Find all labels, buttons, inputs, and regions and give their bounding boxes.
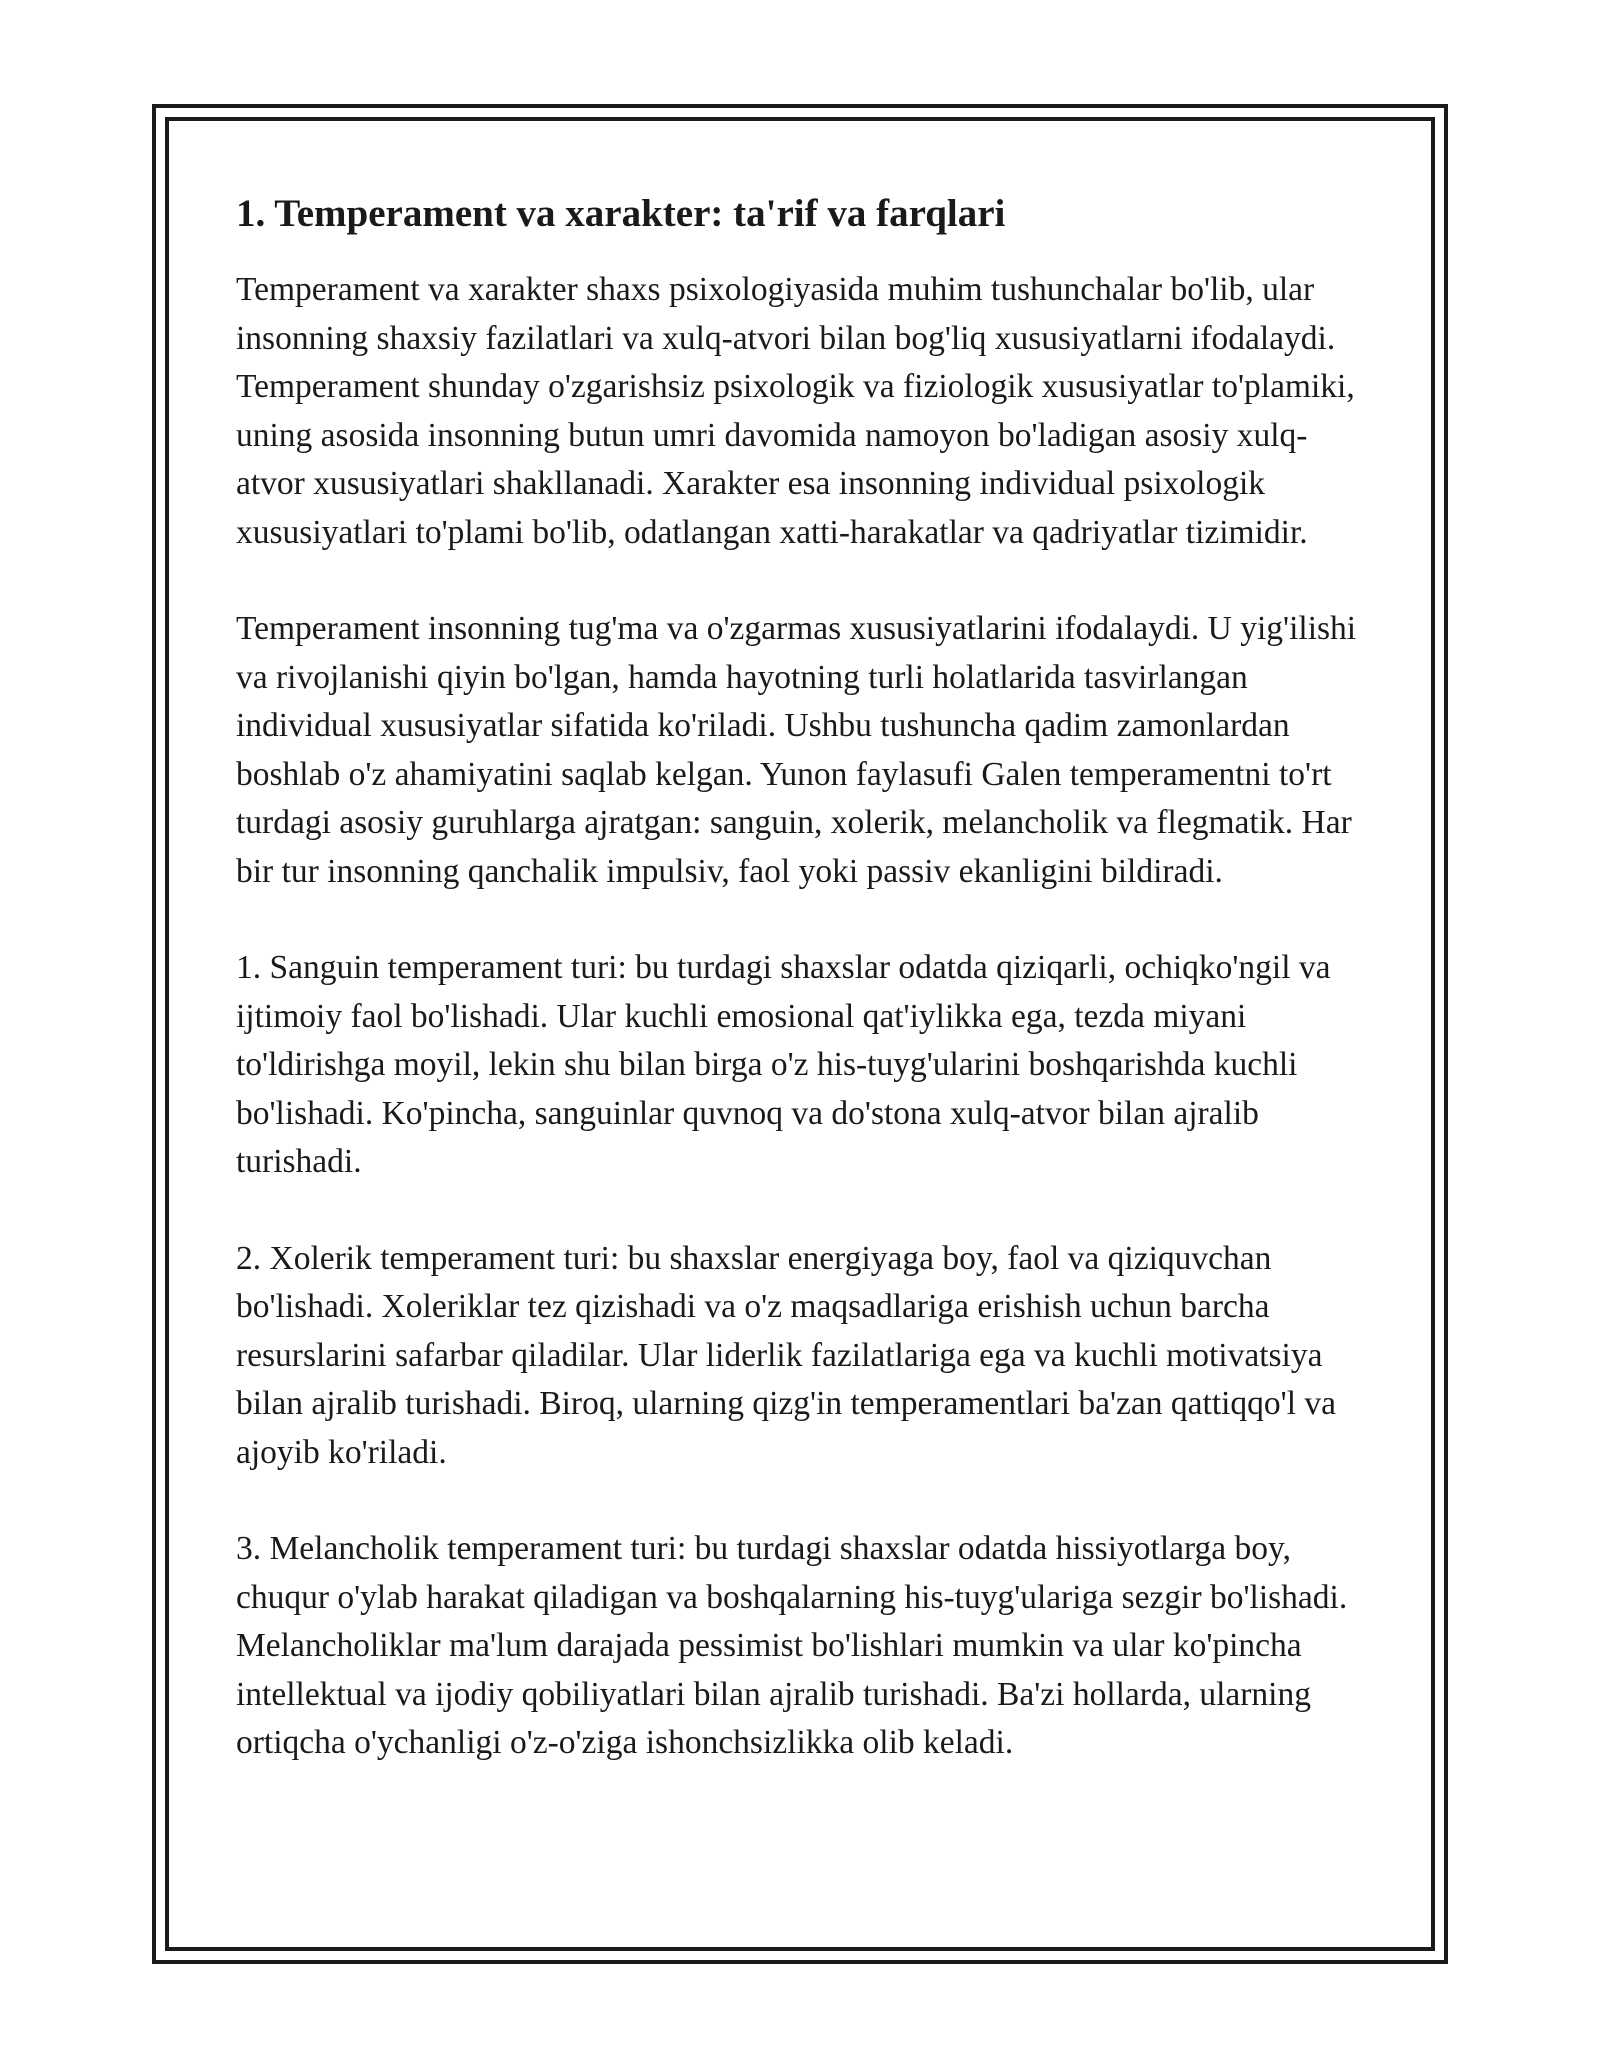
paragraph-sanguin: 1. Sanguin temperament turi: bu turdagi shaxslar odatda qiziqarli, ochiqko'ngil va ijtimoiy faol bo'lishadi. Ular kuchli emosional qat'iylikka ega, tezda miyani to'ldirishga moyil, lekin shu bilan birga o'z his-tuyg'ularini boshqarishda kuchli bo'lishadi. Ko'pincha, sanguinlar quvnoq va do'stona xulq-atvor bilan ajralib turishadi.	[236, 949, 1331, 1180]
paragraph-temperament: Temperament insonning tug'ma va o'zgarmas xususiyatlarini ifodalaydi. U yig'ilishi va rivojlanishi qiyin bo'lgan, hamda hayotning turli holatlarida tasvirlangan individual xususiyatlar sifatida ko'riladi. Ushbu tushuncha qadim zamonlardan boshlab o'z ahamiyatini saqlab kelgan. Yunon faylasufi Galen temperamentni to'rt turdagi asosiy guruhlarga ajratgan: sanguin, xolerik, melancholik va flegmatik. Har bir tur insonning qanchalik impulsiv, faol yoki passiv ekanligini bildiradi.	[236, 610, 1357, 890]
paragraph-intro: Temperament va xarakter shaxs psixologiyasida muhim tushunchalar bo'lib, ular insonning shaxsiy fazilatlari va xulq-atvori bilan bog'liq xususiyatlarni ifodalaydi. Temperament shunday o'zgarishsiz psixologik va fiziologik xususiyatlar to'plamiki, uning asosida insonning butun umri davomida namoyon bo'ladigan asosiy xulq-atvor xususiyatlari shakllanadi. Xarakter esa insonning individual psixologik xususiyatlari to'plami bo'lib, odatlangan xatti-harakatlar va qadriyatlar tizimidir.	[236, 271, 1355, 551]
paragraph-melancholik: 3. Melancholik temperament turi: bu turdagi shaxslar odatda hissiyotlarga boy, chuqur o'ylab harakat qiladigan va boshqalarning his-tuyg'ulariga sezgir bo'lishadi. Melancholiklar ma'lum darajada pessimist bo'lishlari mumkin va ular ko'pincha intellektual va ijodiy qobiliyatlari bilan ajralib turishadi. Ba'zi hollarda, ularning ortiqcha o'ychanligi o'z-o'ziga ishonchsizlikka olib keladi.	[236, 1530, 1348, 1761]
paragraph-xolerik: 2. Xolerik temperament turi: bu shaxslar energiyaga boy, faol va qiziquvchan bo'lishadi. Xoleriklar tez qizishadi va o'z maqsadlariga erishish uchun barcha resurslarini safarbar qiladilar. Ular liderlik fazilatlariga ega va kuchli motivatsiya bilan ajralib turishadi. Biroq, ularning qizg'in temperamentlari ba'zan qattiqqo'l va ajoyib ko'riladi.	[236, 1239, 1337, 1471]
document-body	[236, 188, 1372, 1816]
section-heading: 1. Temperament va xarakter: ta'rif va farqlari	[236, 192, 1006, 235]
